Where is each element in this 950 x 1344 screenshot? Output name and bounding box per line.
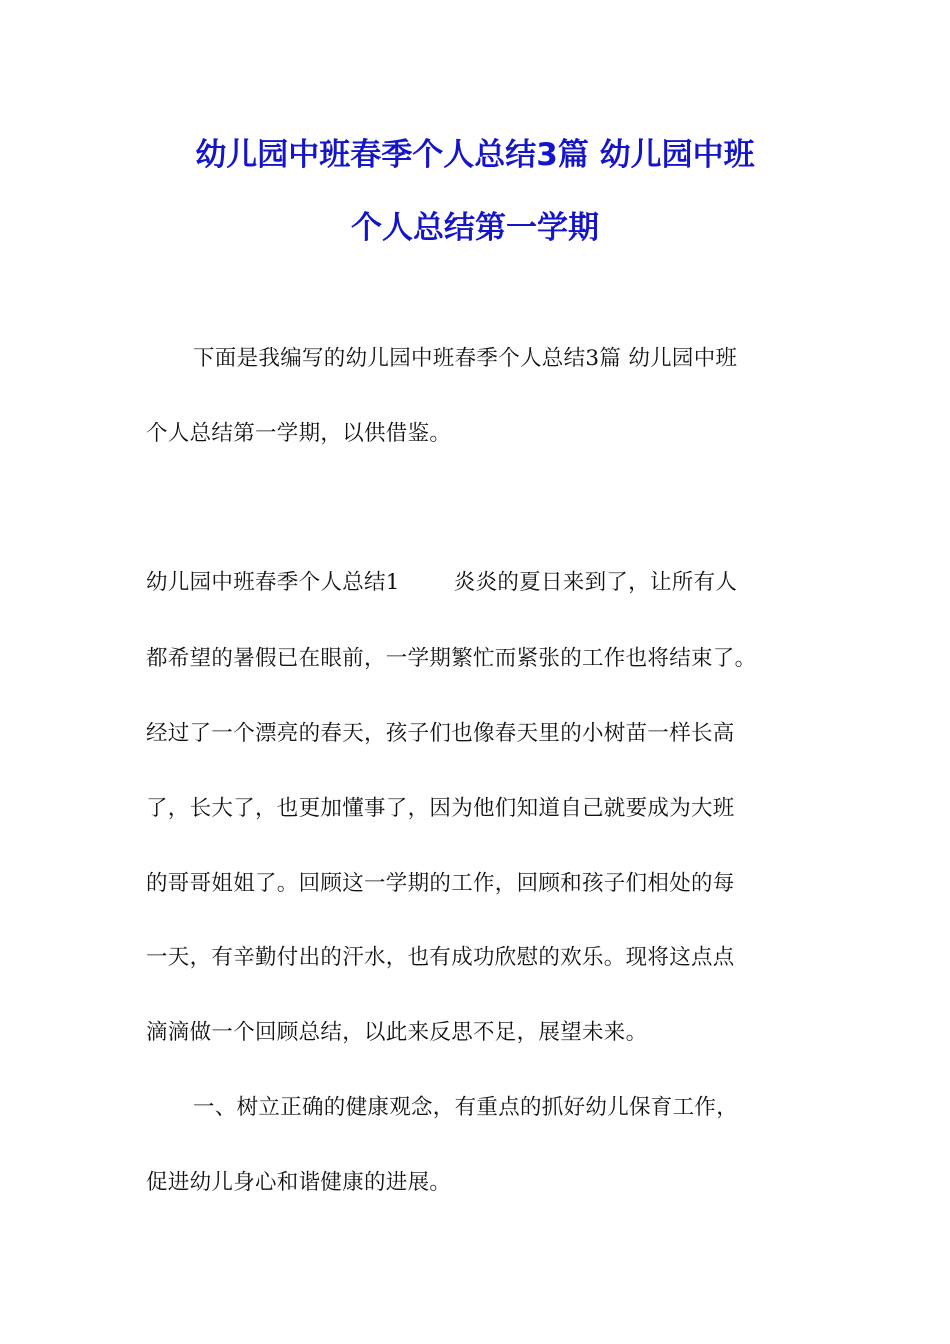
section-1-line-5: 的哥哥姐姐了。回顾这一学期的工作，回顾和孩子们相处的每 xyxy=(146,871,735,896)
document-title-line-1: 幼儿园中班春季个人总结3篇 幼儿园中班 xyxy=(195,137,755,173)
section-1-first-line xyxy=(146,568,826,598)
section-1-line-3: 经过了一个漂亮的春天，孩子们也像春天里的小树苗一样长高 xyxy=(146,721,735,746)
section-1-heading: 幼儿园中班春季个人总结1 xyxy=(146,570,400,595)
section-1-line-7: 滴滴做一个回顾总结，以此来反思不足，展望未来。 xyxy=(146,1020,648,1045)
intro-line-1: 下面是我编写的幼儿园中班春季个人总结3篇 幼儿园中班 xyxy=(193,346,738,371)
intro-line-2: 个人总结第一学期，以供借鉴。 xyxy=(146,421,452,446)
section-1-line-6: 一天，有辛勤付出的汗水，也有成功欣慰的欢乐。现将这点点 xyxy=(146,945,735,970)
section-1-line-2: 都希望的暑假已在眼前，一学期繁忙而紧张的工作也将结束了。 xyxy=(146,646,757,671)
section-1-line-4: 了，长大了，也更加懂事了，因为他们知道自己就要成为大班 xyxy=(146,796,735,821)
section-1-first-line-text: 炎炎的夏日来到了，让所有人 xyxy=(453,570,738,595)
point-1-line-1: 一、树立正确的健康观念，有重点的抓好幼儿保育工作， xyxy=(193,1095,739,1120)
document-title-line-2: 个人总结第一学期 xyxy=(351,210,599,246)
point-1-line-2: 促进幼儿身心和谐健康的进展。 xyxy=(146,1170,452,1195)
